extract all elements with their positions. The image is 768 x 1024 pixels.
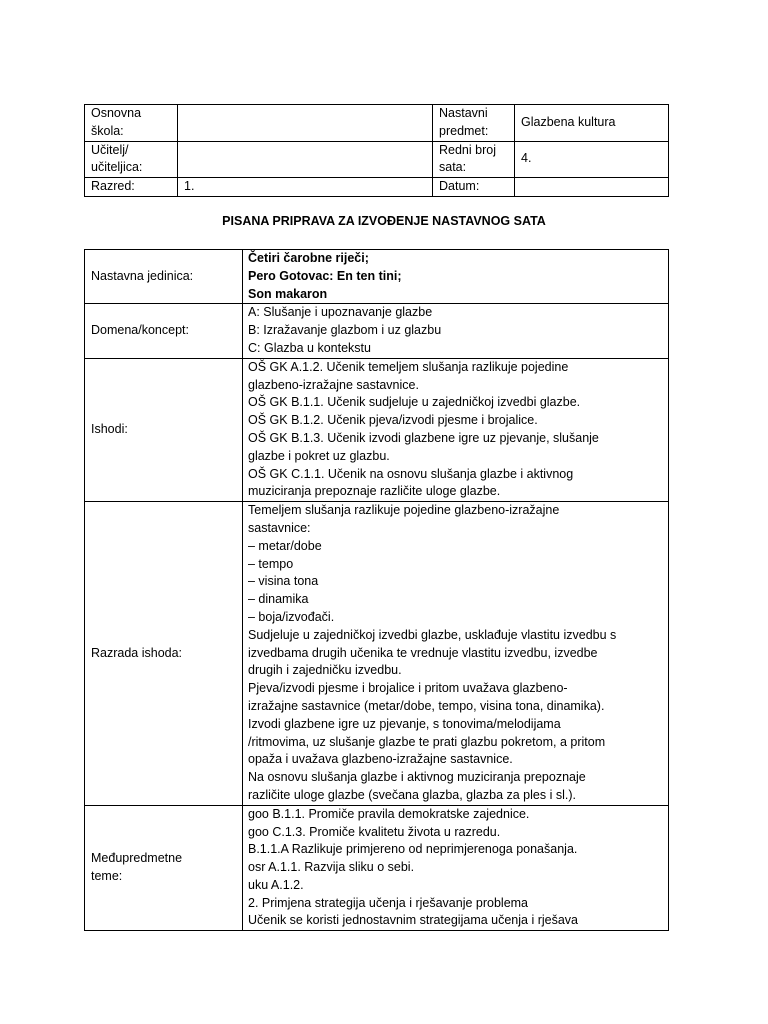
- cross-curricular-line: goo B.1.1. Promiče pravila demokratske zajednice.: [248, 806, 530, 821]
- outcome-line: OŠ GK C.1.1. Učenik na osnovu slušanja glazbe i aktivnog: [248, 466, 574, 481]
- cross-curricular-content: [243, 805, 669, 931]
- cross-curricular-line: B.1.1.A Razlikuje primjereno od neprimjerenoga ponašanja.: [248, 842, 578, 857]
- elaboration-line: Sudjeluje u zajedničkoj izvedbi glazbe, usklađuje vlastitu izvedbu s: [248, 627, 617, 642]
- outcomes-row: [85, 358, 669, 501]
- subject-label-1: Nastavni: [439, 106, 488, 120]
- domain-line: C: Glazba u kontekstu: [248, 340, 371, 355]
- elaboration-line: različite uloge glazbe (svečana glazba, glazba za ples i sl.).: [248, 787, 576, 802]
- teacher-label-2: učiteljica:: [91, 160, 143, 175]
- unit-row: [85, 250, 669, 304]
- elaboration-line: – boja/izvođači.: [248, 609, 335, 624]
- lesson-plan-table: [84, 249, 669, 931]
- lesson-number-label-cell: [433, 141, 515, 178]
- elaboration-line: /ritmovima, uz slušanje glazbe te prati glazbu pokretom, a pritom: [248, 734, 606, 749]
- grade-value[interactable]: 1.: [178, 178, 433, 197]
- cross-curricular-label-1: Međupredmetne: [91, 851, 183, 866]
- date-label: Datum:: [433, 178, 515, 197]
- date-value[interactable]: [515, 178, 669, 197]
- cross-curricular-row: [85, 805, 669, 931]
- domain-line: B: Izražavanje glazbom i uz glazbu: [248, 323, 442, 338]
- teacher-label-cell: [85, 141, 178, 178]
- unit-line: Pero Gotovac: En ten tini;: [248, 268, 402, 283]
- document-title: PISANA PRIPRAVA ZA IZVOĐENJE NASTAVNOG SATA: [222, 214, 546, 228]
- elaboration-line: Na osnovu slušanja glazbe i aktivnog muziciranja prepoznaje: [248, 770, 586, 785]
- lesson-number-label-1: Redni broj: [439, 142, 496, 157]
- lesson-number-value[interactable]: 4.: [515, 141, 669, 178]
- elaboration-row: [85, 502, 669, 806]
- elaboration-content: [243, 502, 669, 806]
- cross-curricular-label: [85, 805, 243, 931]
- subject-value[interactable]: Glazbena kultura: [515, 105, 669, 142]
- outcome-line: OŠ GK B.1.1. Učenik sudjeluje u zajedničkoj izvedbi glazbe.: [248, 395, 581, 410]
- outcome-line: OŠ GK B.1.3. Učenik izvodi glazbene igre uz pjevanje, slušanje: [248, 430, 599, 445]
- grade-label: Razred:: [85, 178, 178, 197]
- elaboration-line: opaža i uvažava glazbeno-izražajne sastavnice.: [248, 752, 513, 767]
- elaboration-line: drugih i zajedničku izvedbu.: [248, 663, 402, 678]
- elaboration-line: sastavnice:: [248, 520, 311, 535]
- elaboration-line: Temeljem slušanja razlikuje pojedine glazbeno-izražajne: [248, 503, 560, 518]
- lesson-number-label-2: sata:: [439, 160, 467, 175]
- unit-content: [243, 250, 669, 304]
- elaboration-label: Razrada ishoda:: [85, 502, 243, 806]
- outcome-line: glazbe i pokret uz glazbu.: [248, 448, 390, 463]
- unit-label: Nastavna jedinica:: [85, 250, 243, 304]
- cross-curricular-line: Učenik se koristi jednostavnim strategijama učenja i rješava: [248, 913, 579, 928]
- school-label-2: škola:: [91, 123, 124, 138]
- elaboration-line: Pjeva/izvodi pjesme i brojalice i pritom uvažava glazbeno-: [248, 681, 568, 696]
- domain-row: [85, 304, 669, 358]
- unit-line: Son makaron: [248, 286, 328, 301]
- elaboration-line: izražajne sastavnice (metar/dobe, tempo, visina tona, dinamika).: [248, 698, 605, 713]
- elaboration-line: – visina tona: [248, 574, 319, 589]
- cross-curricular-line: 2. Primjena strategija učenja i rješavanje problema: [248, 895, 529, 910]
- cross-curricular-line: osr A.1.1. Razvija sliku o sebi.: [248, 860, 415, 875]
- teacher-label-1: Učitelj/: [91, 142, 129, 157]
- subject-label-2: predmet:: [439, 123, 489, 138]
- header-table: [84, 104, 669, 197]
- school-value[interactable]: [178, 105, 433, 142]
- outcome-line: OŠ GK A.1.2. Učenik temeljem slušanja razlikuje pojedine: [248, 359, 569, 374]
- domain-content: [243, 304, 669, 358]
- elaboration-line: – dinamika: [248, 592, 309, 607]
- cross-curricular-label-2: teme:: [91, 868, 123, 883]
- elaboration-line: Izvodi glazbene igre uz pjevanje, s tonovima/melodijama: [248, 716, 561, 731]
- outcome-line: glazbeno-izražajne sastavnice.: [248, 377, 419, 392]
- unit-line: Četiri čarobne riječi;: [248, 251, 369, 265]
- cross-curricular-line: goo C.1.3. Promiče kvalitetu života u razredu.: [248, 824, 501, 839]
- elaboration-line: izvedbama drugih učenika te vrednuje vlastitu izvedbu, izvedbe: [248, 645, 598, 660]
- outcomes-label: Ishodi:: [85, 358, 243, 501]
- school-label-1: Osnovna: [91, 106, 142, 120]
- teacher-value[interactable]: [178, 141, 433, 178]
- school-label-cell: [85, 105, 178, 142]
- domain-line: A: Slušanje i upoznavanje glazbe: [248, 305, 433, 320]
- domain-label: Domena/koncept:: [85, 304, 243, 358]
- elaboration-line: – tempo: [248, 556, 294, 571]
- outcome-line: muziciranja prepoznaje različite uloge glazbe.: [248, 484, 501, 499]
- elaboration-line: – metar/dobe: [248, 538, 322, 553]
- cross-curricular-line: uku A.1.2.: [248, 877, 304, 892]
- subject-label-cell: [433, 105, 515, 142]
- outcome-line: OŠ GK B.1.2. Učenik pjeva/izvodi pjesme i brojalice.: [248, 413, 538, 428]
- outcomes-content: [243, 358, 669, 501]
